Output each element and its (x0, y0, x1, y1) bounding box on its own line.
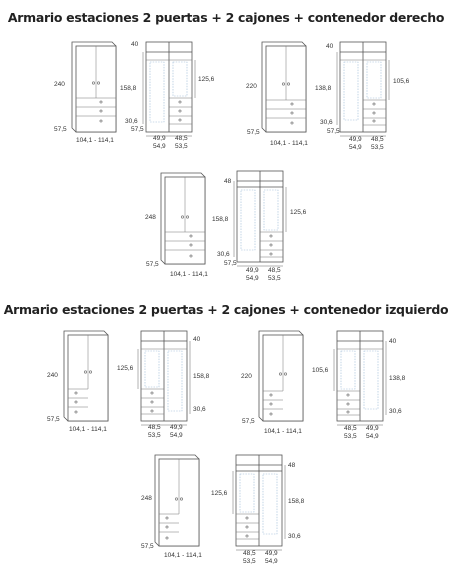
left-220-inner-w-right: 49,9 (366, 425, 379, 432)
right-240-depth-label: 57,5 (54, 126, 67, 133)
left-220-outer-w-left: 53,5 (344, 433, 357, 440)
left-240-drawer-label: 30,6 (193, 406, 206, 413)
left-248-interior (233, 455, 285, 550)
right-240-height-label: 240 (54, 81, 65, 88)
right-240-inner-w-left: 49,9 (153, 135, 166, 142)
right-240-width-label: 104,1 - 114,1 (76, 137, 114, 144)
right-248-hang-label: 158,8 (212, 216, 229, 223)
left-220-inner-w-left: 48,5 (344, 425, 357, 432)
right-220-outer-w-right: 53,5 (371, 144, 384, 151)
left-220-interior (334, 331, 386, 425)
left-248-width-label: 104,1 - 114,1 (164, 552, 202, 559)
left-220-height-label: 220 (241, 373, 252, 380)
title-left-container: Armario estaciones 2 puertas + 2 cajones + contenedor izquierdo (3, 302, 449, 317)
left-240-height-label: 240 (47, 372, 58, 379)
right-220-width-label: 104,1 - 114,1 (270, 140, 308, 147)
right-220-interior (337, 42, 389, 136)
left-240-outer-w-left: 53,5 (148, 432, 161, 439)
right-248-interior (234, 171, 286, 266)
left-248-inner-w-left: 48,5 (243, 550, 256, 557)
right-220-shelf-label: 105,6 (393, 78, 410, 85)
left-240-exterior (64, 331, 108, 421)
right-240-shelf-label: 125,6 (198, 76, 215, 83)
right-248-depth-interior-label: 57,5 (224, 260, 237, 267)
right-248-shelf-label: 125,6 (290, 209, 307, 216)
right-220-depth-label: 57,5 (247, 129, 260, 136)
right-248-inner-w-left: 49,9 (246, 267, 259, 274)
left-240-shelf-label: 125,6 (117, 365, 134, 372)
left-220-width-label: 104,1 - 114,1 (264, 428, 302, 435)
right-220-inner-w-left: 49,9 (349, 136, 362, 143)
right-248-outer-w-right: 53,5 (268, 275, 281, 282)
right-248-depth-label: 57,5 (146, 261, 159, 268)
left-240-hang-label: 158,8 (193, 373, 210, 380)
left-240-inner-w-left: 48,5 (148, 424, 161, 431)
right-220-drawer-label: 30,6 (320, 119, 333, 126)
left-248-outer-w-left: 53,5 (243, 558, 256, 565)
right-220-top-label: 40 (326, 43, 334, 50)
left-240-outer-w-right: 54,9 (170, 432, 183, 439)
left-220-exterior (259, 331, 303, 421)
left-220-depth-label: 57,5 (242, 418, 255, 425)
right-240-interior (143, 42, 195, 136)
right-220-exterior (262, 42, 306, 132)
left-248-exterior (155, 455, 199, 546)
right-240-top-label: 40 (131, 41, 139, 48)
left-248-height-label: 248 (141, 495, 152, 502)
right-220-outer-w-left: 54,9 (349, 144, 362, 151)
left-220-drawer-label: 30,6 (389, 408, 402, 415)
right-248-outer-w-left: 54,9 (246, 275, 259, 282)
right-248-width-label: 104,1 - 114,1 (170, 271, 208, 278)
left-248-shelf-label: 125,6 (211, 490, 228, 497)
left-248-depth-label: 57,5 (141, 543, 154, 550)
right-240-exterior (72, 42, 116, 132)
left-220-outer-w-right: 54,9 (366, 433, 379, 440)
right-240-drawer-label: 30,6 (125, 118, 138, 125)
left-240-inner-w-right: 49,9 (170, 424, 183, 431)
right-240-outer-w-right: 53,5 (175, 143, 188, 150)
right-220-height-label: 220 (246, 83, 257, 90)
right-240-hang-label: 158,8 (120, 85, 137, 92)
right-240-depth-interior-label: 57,5 (131, 126, 144, 133)
left-240-width-label: 104,1 - 114,1 (69, 426, 107, 433)
right-248-inner-w-right: 48,5 (268, 267, 281, 274)
right-220-inner-w-right: 48,5 (371, 136, 384, 143)
left-240-depth-label: 57,5 (47, 416, 60, 423)
right-248-height-label: 248 (145, 214, 156, 221)
left-248-inner-w-right: 49,9 (265, 550, 278, 557)
right-248-exterior (161, 173, 205, 264)
left-220-top-label: 40 (389, 338, 397, 345)
right-248-drawer-label: 30,6 (217, 251, 230, 258)
left-220-hang-label: 138,8 (389, 375, 406, 382)
right-248-top-label: 48 (224, 178, 232, 185)
left-240-interior (138, 331, 190, 425)
left-240-top-label: 40 (193, 336, 201, 343)
left-248-hang-label: 158,8 (288, 498, 305, 505)
left-248-drawer-label: 30,6 (288, 533, 301, 540)
left-220-shelf-label: 105,6 (312, 367, 329, 374)
right-240-outer-w-left: 54,9 (153, 143, 166, 150)
right-220-depth-interior-label: 57,5 (327, 128, 340, 135)
title-right-container: Armario estaciones 2 puertas + 2 cajones + contenedor derecho (7, 10, 445, 25)
right-220-hang-label: 138,8 (315, 85, 332, 92)
left-248-outer-w-right: 54,9 (265, 558, 278, 565)
left-248-top-label: 48 (288, 462, 296, 469)
right-240-inner-w-right: 48,5 (175, 135, 188, 142)
